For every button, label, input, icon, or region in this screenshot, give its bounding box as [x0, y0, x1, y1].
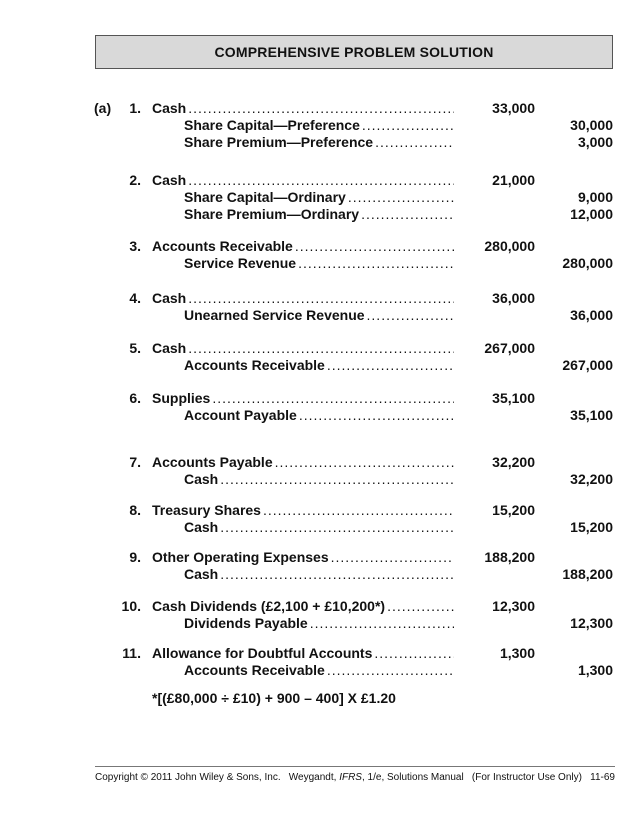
page-title: COMPREHENSIVE PROBLEM SOLUTION [214, 44, 494, 60]
leader-dots [295, 238, 454, 255]
account-name [152, 238, 454, 255]
leader-dots [220, 471, 454, 488]
account-name [152, 549, 454, 566]
debit-amount: 36,000 [492, 290, 535, 306]
entry-line [0, 390, 638, 407]
journal-entry [0, 340, 638, 374]
entry-number: 1. [129, 100, 141, 116]
debit-amount: 21,000 [492, 172, 535, 188]
debit-amount: 188,200 [484, 549, 535, 565]
entry-line [0, 100, 638, 117]
account-label: Cash [152, 290, 187, 306]
account-name [152, 100, 454, 117]
page-footer [95, 766, 615, 783]
entry-line [0, 407, 638, 424]
debit-amount: 267,000 [484, 340, 535, 356]
entry-line [0, 189, 638, 206]
journal-entry [0, 390, 638, 424]
debit-amount: 33,000 [492, 100, 535, 116]
entry-line [0, 238, 638, 255]
account-label: Service Revenue [184, 255, 297, 271]
credit-amount: 15,200 [570, 519, 613, 535]
account-name [184, 519, 454, 536]
debit-amount: 32,200 [492, 454, 535, 470]
entry-number: 7. [129, 454, 141, 470]
account-name [152, 598, 454, 615]
entry-number: 9. [129, 549, 141, 565]
journal-entry [0, 238, 638, 272]
account-name [152, 340, 454, 357]
entry-line [0, 471, 638, 488]
credit-amount: 36,000 [570, 307, 613, 323]
account-name [184, 307, 454, 324]
entry-line [0, 255, 638, 272]
leader-dots [263, 502, 454, 519]
entry-number: 6. [129, 390, 141, 406]
credit-amount: 267,000 [562, 357, 613, 373]
account-name [152, 290, 454, 307]
credit-amount: 188,200 [562, 566, 613, 582]
entry-line [0, 502, 638, 519]
leader-dots [310, 615, 454, 632]
account-name [184, 357, 454, 374]
leader-dots [374, 645, 454, 662]
account-name [152, 454, 454, 471]
account-label: Accounts Receivable [184, 662, 325, 678]
credit-amount: 32,200 [570, 471, 613, 487]
account-label: Cash [152, 100, 187, 116]
entry-line [0, 549, 638, 566]
account-name [184, 206, 454, 223]
leader-dots [327, 662, 454, 679]
leader-dots [331, 549, 454, 566]
journal-entry [0, 549, 638, 583]
account-label: Accounts Payable [152, 454, 273, 470]
leader-dots [275, 454, 454, 471]
entry-number: 4. [129, 290, 141, 306]
leader-dots [348, 189, 454, 206]
entry-line [0, 172, 638, 189]
debit-amount: 35,100 [492, 390, 535, 406]
account-name [184, 255, 454, 272]
account-name [184, 471, 454, 488]
account-name [184, 117, 454, 134]
entry-line [0, 566, 638, 583]
entry-line [0, 454, 638, 471]
entry-line [0, 615, 638, 632]
entry-number: 10. [121, 598, 141, 614]
entry-line [0, 290, 638, 307]
debit-amount: 280,000 [484, 238, 535, 254]
account-name [184, 134, 454, 151]
debit-amount: 1,300 [499, 645, 535, 661]
account-name [184, 566, 454, 583]
account-label: Cash [184, 566, 219, 582]
entry-line [0, 662, 638, 679]
leader-dots [188, 100, 454, 117]
account-label: Unearned Service Revenue [184, 307, 365, 323]
journal-entry [0, 172, 638, 223]
account-label: Share Premium—Ordinary [184, 206, 360, 222]
account-name [184, 662, 454, 679]
account-label: Supplies [152, 390, 211, 406]
entry-number: 5. [129, 340, 141, 356]
footer-book [289, 772, 464, 783]
account-name [184, 407, 454, 424]
credit-amount: 1,300 [577, 662, 613, 678]
account-label: Account Payable [184, 407, 297, 423]
account-label: Share Premium—Preference [184, 134, 374, 150]
leader-dots [220, 519, 454, 536]
entry-number: 2. [129, 172, 141, 188]
account-name [152, 390, 454, 407]
leader-dots [188, 340, 454, 357]
footer-copyright: Copyright © 2011 John Wiley & Sons, Inc. [95, 772, 281, 783]
leader-dots [361, 206, 454, 223]
entry-line [0, 598, 638, 615]
account-name [184, 615, 454, 632]
entry-line [0, 206, 638, 223]
journal-entry [0, 645, 638, 679]
account-label: Other Operating Expenses [152, 549, 329, 565]
account-label: Allowance for Doubtful Accounts [152, 645, 373, 661]
entry-line [0, 357, 638, 374]
account-label: Cash [152, 340, 187, 356]
journal-entry [0, 100, 638, 151]
entry-number: 3. [129, 238, 141, 254]
account-name [184, 189, 454, 206]
account-label: Cash [184, 471, 219, 487]
leader-dots [212, 390, 454, 407]
leader-dots [299, 407, 454, 424]
title-box [95, 35, 613, 69]
credit-amount: 280,000 [562, 255, 613, 271]
account-name [152, 172, 454, 189]
account-label: Cash Dividends (£2,100 + £10,200*) [152, 598, 386, 614]
journal-entry [0, 598, 638, 632]
leader-dots [375, 134, 454, 151]
entry-number: 8. [129, 502, 141, 518]
entry-line [0, 134, 638, 151]
account-label: Cash [152, 172, 187, 188]
credit-amount: 9,000 [577, 189, 613, 205]
leader-dots [188, 290, 454, 307]
account-label: Accounts Receivable [184, 357, 325, 373]
credit-amount: 12,300 [570, 615, 613, 631]
debit-amount: 12,300 [492, 598, 535, 614]
entry-number: 11. [122, 645, 141, 661]
credit-amount: 30,000 [570, 117, 613, 133]
calculation-note: *[(£80,000 ÷ £10) + 900 – 400] X £1.20 [152, 690, 396, 706]
entry-line [0, 340, 638, 357]
entry-line [0, 307, 638, 324]
leader-dots [188, 172, 454, 189]
footer-book-title: IFRS [339, 772, 362, 783]
leader-dots [362, 117, 454, 134]
leader-dots [367, 307, 454, 324]
leader-dots [387, 598, 454, 615]
footer-edition: , 1/e, Solutions Manual [361, 772, 464, 783]
account-label: Accounts Receivable [152, 238, 293, 254]
credit-amount: 12,000 [570, 206, 613, 222]
journal-entry [0, 502, 638, 536]
part-label: (a) [94, 100, 112, 116]
entry-line [0, 117, 638, 134]
entry-line [0, 645, 638, 662]
leader-dots [220, 566, 454, 583]
journal-entry [0, 290, 638, 324]
credit-amount: 3,000 [577, 134, 613, 150]
account-label: Share Capital—Ordinary [184, 189, 346, 205]
account-label: Dividends Payable [184, 615, 308, 631]
entry-line [0, 519, 638, 536]
footer-usage: (For Instructor Use Only) [471, 772, 582, 783]
footer-author: Weygandt, [288, 772, 337, 783]
leader-dots [298, 255, 454, 272]
debit-amount: 15,200 [492, 502, 535, 518]
account-name [152, 645, 454, 662]
credit-amount: 35,100 [570, 407, 613, 423]
leader-dots [327, 357, 454, 374]
account-label: Treasury Shares [152, 502, 261, 518]
journal-entry [0, 454, 638, 488]
account-name [152, 502, 454, 519]
footer-page-number: 11-69 [590, 772, 615, 783]
account-label: Share Capital—Preference [184, 117, 360, 133]
account-label: Cash [184, 519, 219, 535]
